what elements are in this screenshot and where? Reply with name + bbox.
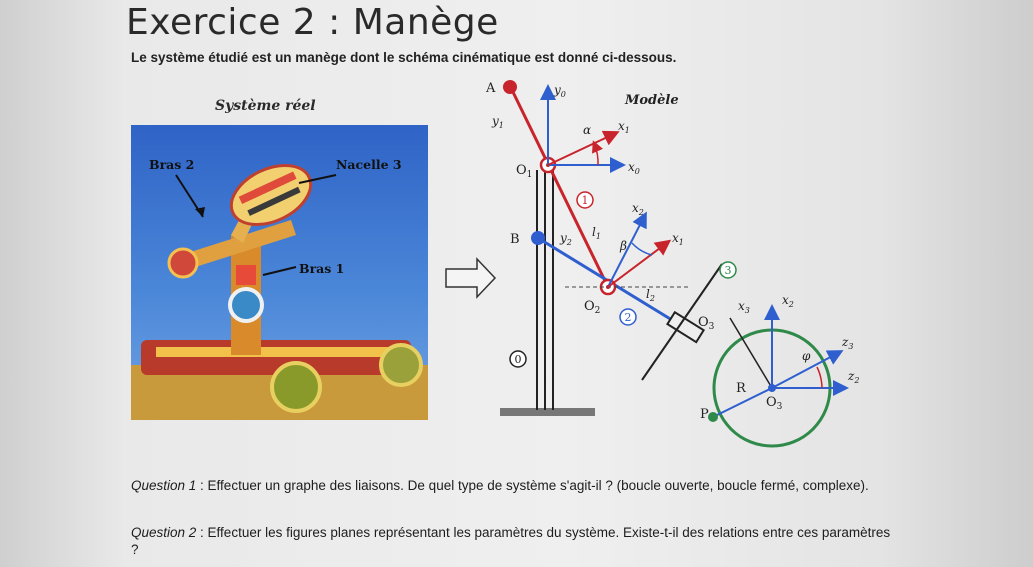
label-y2: $y_2$	[560, 231, 572, 247]
label-r: R	[736, 381, 746, 396]
intro-text: Le système étudié est un manège dont le schéma cinématique est donné ci-dessous.	[131, 50, 677, 65]
arm-1	[512, 90, 608, 287]
kinematic-diagram	[486, 70, 890, 430]
ground-base	[500, 408, 595, 416]
label-x1: $x_1$	[618, 119, 630, 135]
label-y0: $y_0$	[554, 83, 566, 99]
label-x2: $x_2$	[632, 201, 644, 217]
point-p-dot	[708, 412, 718, 422]
real-system-photo	[131, 125, 428, 420]
label-nacelle-3: Nacelle 3	[336, 157, 402, 172]
angle-alpha: α	[583, 123, 592, 137]
question-2-label: Question 2	[131, 525, 197, 540]
question-1-text: : Effectuer un graphe des liaisons. De quel type de système s'agit-il ? (boucle ouverte, boucle fermé, complexe).	[196, 478, 869, 493]
label-x3: $x_3$	[738, 299, 750, 315]
point-b-dot	[531, 231, 545, 245]
angle-phi: φ	[802, 349, 811, 363]
label-bras-1: Bras 1	[299, 261, 345, 276]
point-a-dot	[503, 80, 517, 94]
label-a: A	[486, 81, 496, 96]
exercise-title: Exercice 2 : Manège	[126, 2, 499, 43]
label-z2: $z_2$	[848, 369, 860, 385]
label-y1: $y_1$	[492, 114, 504, 130]
question-1	[131, 477, 891, 494]
modele-label: Modèle	[625, 93, 679, 108]
label-p: P	[700, 407, 709, 422]
label-x1-b: $x_1$	[672, 231, 684, 247]
label-o2: $O_2$	[584, 299, 601, 316]
label-z3: $z_3$	[842, 335, 854, 351]
solid-3-number: 3	[724, 264, 732, 277]
solid-2-number: 2	[624, 311, 632, 324]
label-o1: $O_1$	[516, 163, 533, 180]
label-o3-wheel: $O_3$	[766, 395, 783, 412]
solid-1-number: 1	[581, 194, 589, 207]
label-b: B	[510, 232, 520, 247]
angle-beta: β	[620, 239, 627, 253]
question-1-label: Question 1	[131, 478, 197, 493]
label-l2: $l_2$	[646, 287, 655, 303]
label-x2-b: $x_2$	[782, 293, 794, 309]
label-o3: $O_3$	[698, 315, 715, 332]
label-bras-2: Bras 2	[149, 157, 195, 172]
question-2	[131, 524, 891, 558]
label-l1: $l_1$	[592, 225, 601, 241]
solid-0-number: 0	[514, 353, 522, 366]
photo-caption: Système réel	[215, 98, 316, 114]
question-2-text: : Effectuer les figures planes représentant les paramètres du système. Existe-t-il des relations entre ces paramètres ?	[131, 525, 891, 557]
label-x0: $x_0$	[628, 160, 640, 176]
